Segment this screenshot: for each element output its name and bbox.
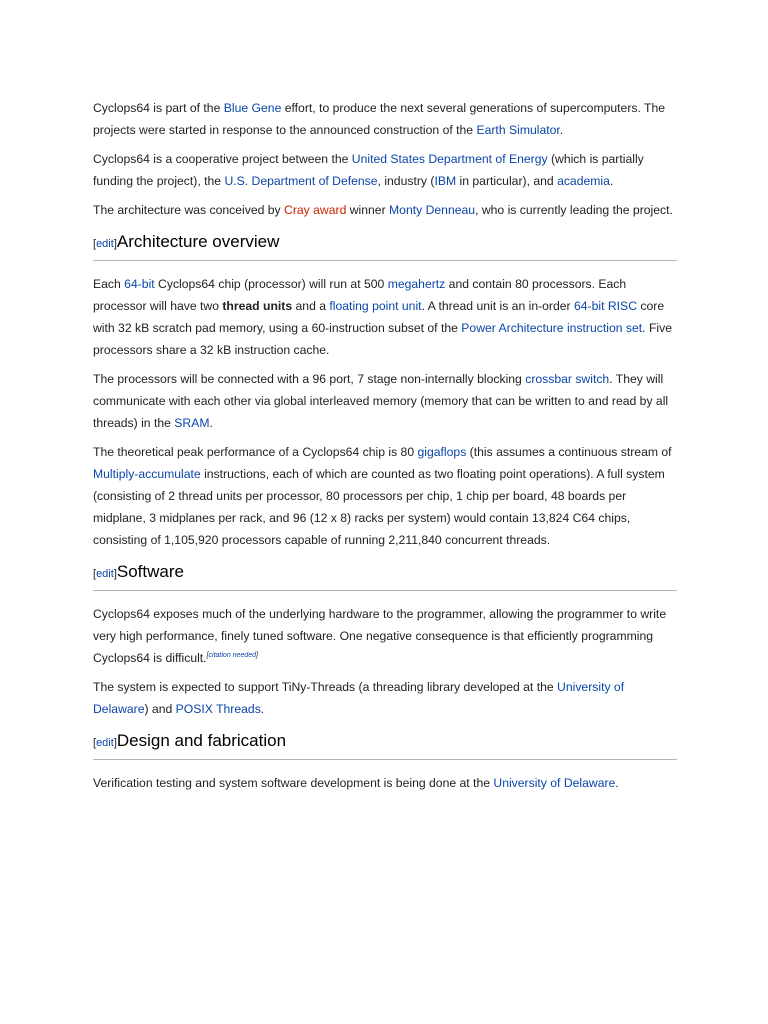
text: . Five processors share a 32 kB instruction cache. — [93, 321, 672, 357]
section-heading-design — [93, 727, 677, 760]
text: Cyclops64 exposes much of the underlying hardware to the programmer, allowing the programmer to write very high performance, finely tuned software. One negative consequence is that efficiently programming Cyclops64 is difficult. — [93, 607, 667, 665]
edit-bracket-close: ] — [113, 238, 117, 250]
citation-needed — [207, 652, 258, 659]
link-gigaflops[interactable]: gigaflops — [417, 445, 467, 459]
article-body — [93, 97, 677, 801]
link-posix-threads[interactable]: POSIX Threads — [175, 702, 261, 716]
section-title-architecture: Architecture overview — [116, 232, 280, 251]
link-cray-award[interactable]: Cray award — [284, 203, 347, 217]
link-floating-point-unit[interactable]: floating point unit — [329, 299, 422, 313]
text: (which is partially funding the project), the — [93, 152, 644, 188]
text: core with 32 kB scratch pad memory, using a 60-instruction subset of the — [93, 299, 665, 335]
edit-bracket-open: [ — [93, 737, 97, 749]
edit-bracket-open: [ — [93, 238, 97, 250]
link-monty-denneau[interactable]: Monty Denneau — [389, 203, 476, 217]
software-paragraph-2 — [93, 676, 677, 720]
edit-link-software[interactable]: edit — [96, 568, 114, 580]
link-us-department-of-energy[interactable]: United States Department of Energy — [351, 152, 548, 166]
link-academia[interactable]: academia — [557, 174, 610, 188]
edit-bracket-open: [ — [93, 568, 97, 580]
text: . — [260, 702, 265, 716]
link-64-bit[interactable]: 64-bit — [124, 277, 155, 291]
edit-link-architecture[interactable]: edit — [96, 238, 114, 250]
section-heading-architecture — [93, 228, 677, 261]
link-megahertz[interactable]: megahertz — [387, 277, 446, 291]
section-title-design: Design and fabrication — [116, 731, 287, 750]
text: Cyclops64 is a cooperative project between the — [93, 152, 352, 166]
link-ibm[interactable]: IBM — [434, 174, 457, 188]
intro-paragraph-3 — [93, 199, 677, 221]
text: effort, to produce the next several generations of supercomputers. The projects were started in response to the announced construction of the — [93, 101, 666, 137]
text: The system is expected to support TiNy-Threads (a threading library developed at the — [93, 680, 558, 694]
text: . A thread unit is an in-order — [421, 299, 574, 313]
link-us-department-of-defense[interactable]: U.S. Department of Defense — [224, 174, 378, 188]
text: and contain 80 processors. Each processor will have two — [93, 277, 627, 313]
text: , industry ( — [377, 174, 435, 188]
text: in particular), and — [456, 174, 558, 188]
section-heading-software — [93, 558, 677, 591]
text: (this assumes a continuous stream of — [466, 445, 672, 459]
text: winner — [346, 203, 390, 217]
text: . — [209, 416, 213, 430]
text: and a — [292, 299, 330, 313]
cite-bracket-open: [ — [206, 652, 209, 659]
intro-paragraph-2 — [93, 148, 677, 192]
intro-paragraph-1 — [93, 97, 677, 141]
text: Verification testing and system software development is being done at the — [93, 776, 494, 790]
link-university-of-delaware[interactable]: University of Delaware — [93, 680, 625, 716]
link-64-bit-risc[interactable]: 64-bit RISC — [574, 299, 637, 313]
design-paragraph-1 — [93, 772, 677, 794]
text: . — [609, 174, 614, 188]
text: The architecture was conceived by — [93, 203, 285, 217]
link-sram[interactable]: SRAM — [174, 416, 210, 430]
text: The processors will be connected with a 96 port, 7 stage non-internally blocking — [93, 372, 526, 386]
text: The theoretical peak performance of a Cyclops64 chip is 80 — [93, 445, 418, 459]
text: . — [615, 776, 619, 790]
edit-bracket-close: ] — [113, 737, 117, 749]
text: Cyclops64 chip (processor) will run at 500 — [154, 277, 388, 291]
software-paragraph-1 — [93, 603, 677, 669]
bold-thread-units: thread units — [222, 299, 293, 313]
text: . They will communicate with each other via global interleaved memory (memory that can be written to and read by all threads) in the — [93, 372, 669, 430]
edit-link-design[interactable]: edit — [96, 737, 114, 749]
link-blue-gene[interactable]: Blue Gene — [223, 101, 282, 115]
link-university-of-delaware[interactable]: University of Delaware — [493, 776, 616, 790]
link-multiply-accumulate[interactable]: Multiply-accumulate — [93, 467, 201, 481]
link-power-architecture-instruction-set[interactable]: Power Architecture instruction set — [461, 321, 643, 335]
cite-bracket-close: ] — [256, 652, 258, 659]
text: instructions, each of which are counted as two floating point operations). A full system (consisting of 2 thread units per processor, 80 processors per chip, 1 chip per board, 48 boards per midplane, 3 midplanes per rack, and 96 (12 x 8) racks per system) would contain 13,824 C64 chips, consisting of 1,105,920 processors capable of running 2,211,840 concurrent threads. — [93, 467, 665, 547]
section-title-software: Software — [116, 562, 184, 581]
edit-bracket-close: ] — [113, 568, 117, 580]
architecture-paragraph-1 — [93, 273, 677, 361]
architecture-paragraph-2 — [93, 368, 677, 434]
text: Cyclops64 is part of the — [93, 101, 224, 115]
link-earth-simulator[interactable]: Earth Simulator — [476, 123, 560, 137]
text: . — [559, 123, 564, 137]
link-crossbar-switch[interactable]: crossbar switch — [525, 372, 610, 386]
text: ) and — [144, 702, 176, 716]
architecture-paragraph-3 — [93, 441, 677, 551]
text: Each — [93, 277, 125, 291]
link-citation-needed[interactable]: citation needed — [208, 652, 257, 659]
text: , who is currently leading the project. — [475, 203, 673, 217]
